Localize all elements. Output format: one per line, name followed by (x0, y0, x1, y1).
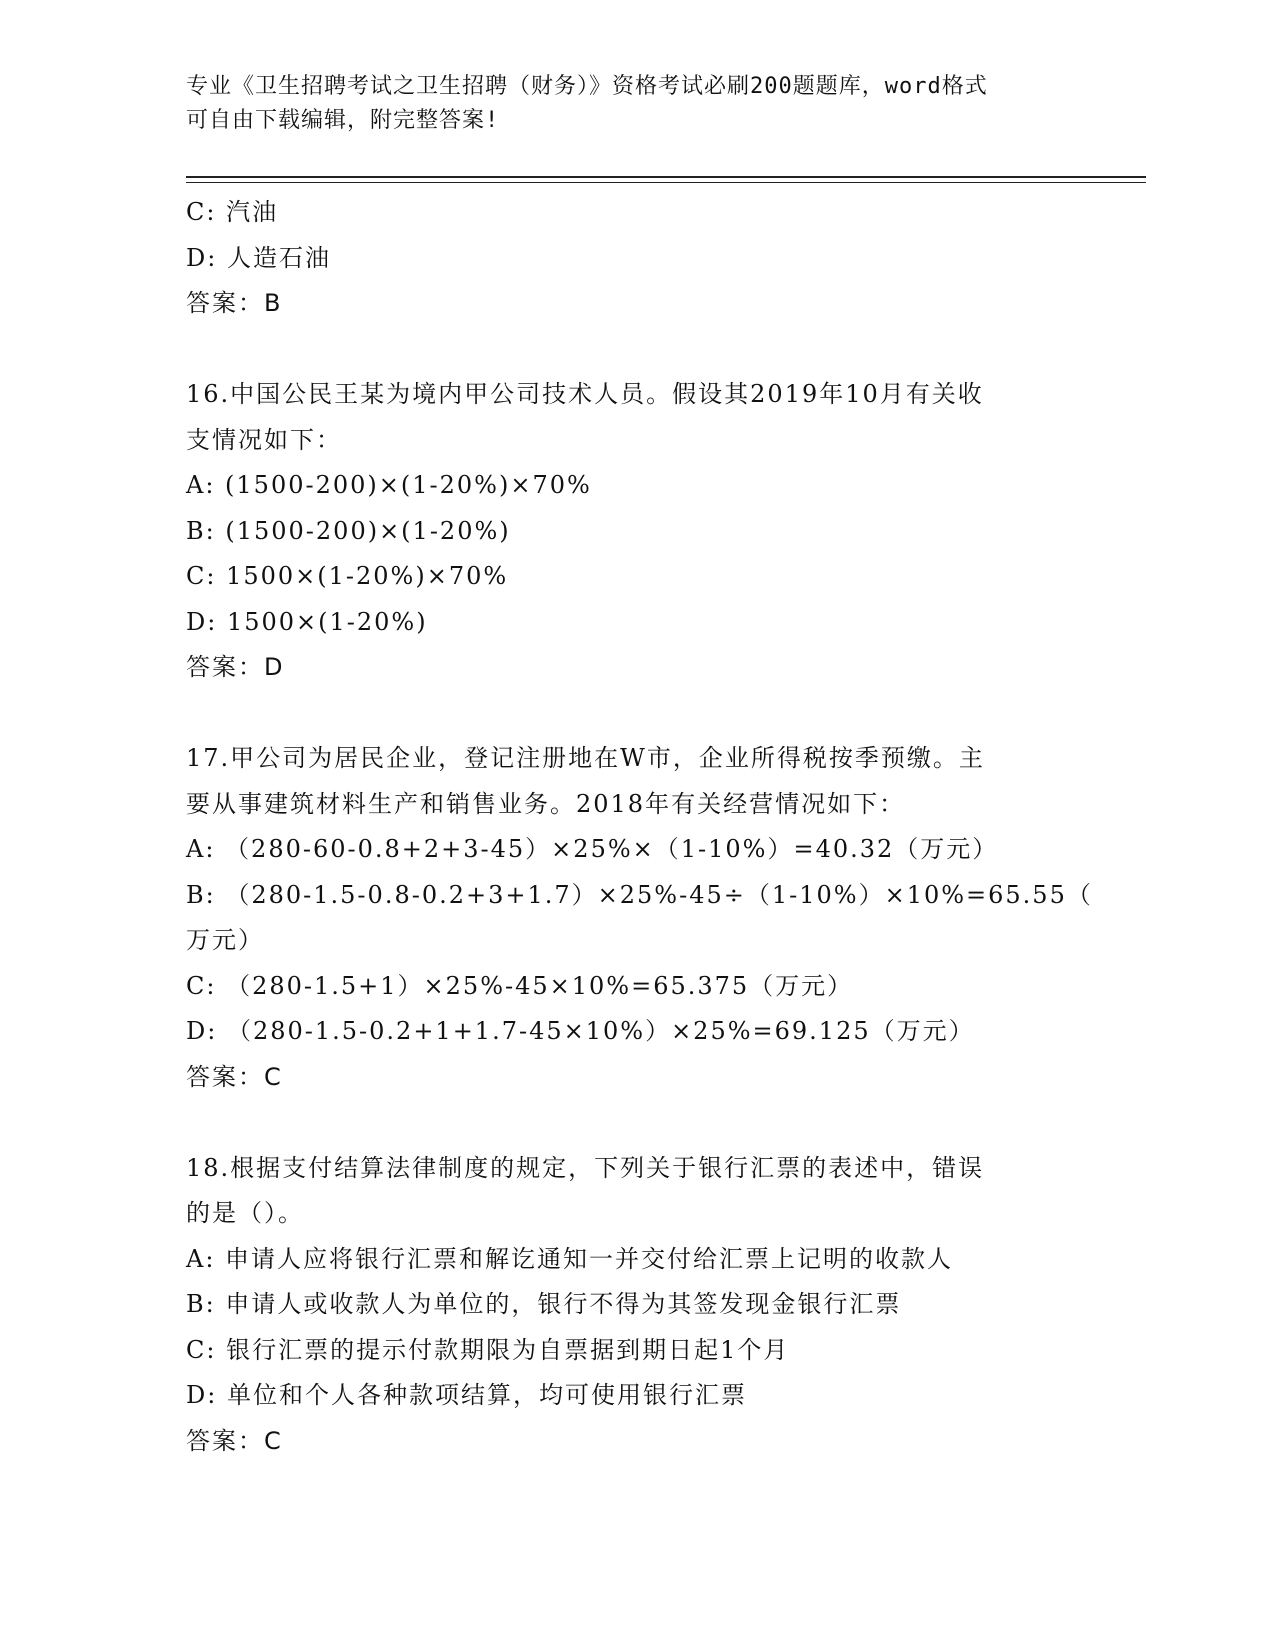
option-a: A: 申请人应将银行汇票和解讫通知一并交付给汇票上记明的收款人 (186, 1244, 954, 1273)
question-15-continued (186, 190, 1066, 327)
option-b: B: 申请人或收款人为单位的，银行不得为其签发现金银行汇票 (186, 1290, 902, 1318)
answer-line: 答案：C (186, 1062, 283, 1091)
question-17 (186, 736, 1093, 1100)
answer-line: 答案：D (186, 653, 285, 681)
question-stem: 16.中国公民王某为境内甲公司技术人员。假设其2019年10月有关收 (186, 380, 984, 408)
option-b: B: （280-1.5-0.8-0.2+3+1.7）×25%-45÷（1-10%）×10%=65.55（ (186, 880, 1093, 909)
option-c: C: 银行汇票的提示付款期限为自票据到期日起1个月 (186, 1335, 790, 1364)
question-stem: 17.甲公司为居民企业，登记注册地在W市，企业所得税按季预缴。主 (186, 744, 985, 772)
option-d: D: （280-1.5-0.2+1+1.7-45×10%）×25%=69.125（万元） (186, 1017, 975, 1045)
header-line-1: 专业《卫生招聘考试之卫生招聘（财务）》资格考试必刷200题题库，word格式 (186, 74, 988, 99)
option-d: D: 单位和个人各种款项结算，均可使用银行汇票 (186, 1381, 747, 1409)
question-16 (186, 372, 1066, 691)
option-c: C: 汽油 (186, 198, 279, 226)
question-stem: 要从事建筑材料生产和销售业务。2018年有关经营情况如下： (186, 789, 906, 818)
option-c: C: 1500×(1-20%)×70% (186, 562, 509, 590)
header-line-2: 可自由下载编辑，附完整答案! (186, 108, 500, 133)
header-divider-thick (186, 176, 1146, 178)
option-b: B: (1500-200)×(1-20%) (186, 516, 511, 545)
option-d: D: 1500×(1-20%) (186, 607, 428, 636)
question-stem: 18.根据支付结算法律制度的规定，下列关于银行汇票的表述中，错误 (186, 1153, 985, 1182)
answer-line: 答案：B (186, 289, 283, 317)
option-b-continued: 万元） (186, 926, 264, 954)
question-18 (186, 1146, 1066, 1465)
option-a: A: （280-60-0.8+2+3-45）×25%×（1-10%）=40.32（万元） (186, 835, 999, 863)
option-a: A: (1500-200)×(1-20%)×70% (186, 471, 592, 499)
question-stem: 的是（）。 (186, 1199, 304, 1227)
option-d: D: 人造石油 (186, 243, 331, 272)
header-divider-thin (186, 182, 1146, 183)
answer-line: 答案：C (186, 1426, 283, 1455)
question-stem: 支情况如下： (186, 425, 342, 454)
option-c: C: （280-1.5+1）×25%-45×10%=65.375（万元） (186, 971, 854, 1000)
page-header (186, 70, 1066, 138)
document-body (186, 190, 1093, 1464)
